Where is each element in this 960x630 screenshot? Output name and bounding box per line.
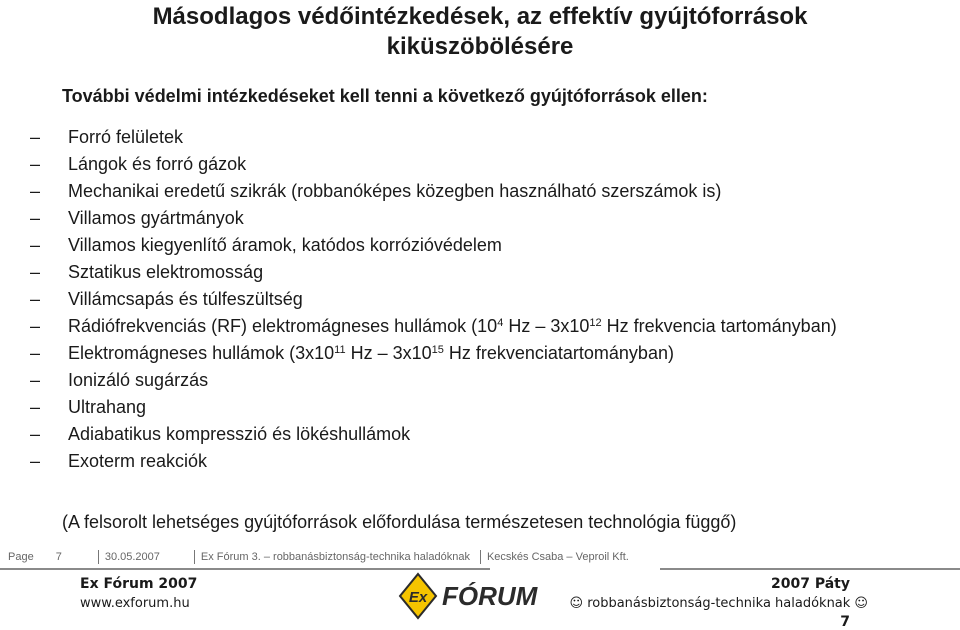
footer-divider [480, 550, 481, 564]
forum-location: 2007 Páty [771, 576, 850, 592]
footer-author: Kecskés Csaba – Veproil Kft. [486, 551, 629, 563]
dash-bullet: – [30, 127, 41, 147]
exforum-logo [398, 572, 568, 622]
page-number: 7 [55, 551, 62, 563]
slide-number: 7 [840, 614, 850, 630]
dash-bullet: – [30, 316, 41, 336]
title-line-2: kiküszöbölésére [386, 33, 574, 60]
dash-bullet: – [30, 343, 41, 363]
dash-bullet: – [30, 235, 41, 255]
footer-divider [98, 550, 99, 564]
dash-bullet: – [30, 181, 41, 201]
dash-bullet: – [30, 397, 41, 417]
footer-date: 30.05.2007 [104, 551, 160, 563]
forum-tagline: ☺ robbanásbiztonság-technika haladóknak ☺ [569, 596, 868, 611]
forum-url[interactable]: www.exforum.hu [80, 596, 190, 611]
footer-rule-right [660, 568, 960, 570]
subtitle: További védelmi intézkedéseket kell tenni a következő gyújtóforrások ellen: [62, 86, 708, 106]
page-label: Page [8, 551, 34, 563]
list-item: – Adiabatikus kompresszió és lökéshullámok [22, 421, 952, 448]
list-item: – Ultrahang [22, 394, 952, 421]
dash-bullet: – [30, 262, 41, 282]
footer-divider [194, 550, 195, 564]
dash-bullet: – [30, 424, 41, 444]
logo-text: FÓRUM [442, 581, 538, 611]
list-item: – Villamos kiegyenlítő áramok, katódos korrózióvédelem [22, 232, 952, 259]
dash-bullet: – [30, 289, 41, 309]
footer-rule-left [0, 568, 490, 570]
list-item: – Mechanikai eredetű szikrák (robbanóképes közegben használható szerszámok is) [22, 178, 952, 205]
footnote: (A felsorolt lehetséges gyújtóforrások előfordulása természetesen technológia függő) [62, 512, 737, 532]
list-item: – Forró felületek [22, 124, 952, 151]
logo-ex: Ex [408, 589, 428, 606]
forum-name: Ex Fórum 2007 [80, 576, 198, 592]
list-item: – Lángok és forró gázok [22, 151, 952, 178]
slide-title [0, 2, 960, 62]
forum-footer [0, 572, 960, 630]
dash-bullet: – [30, 208, 41, 228]
list-item: – Ionizáló sugárzás [22, 367, 952, 394]
list-item: – Villámcsapás és túlfeszültség [22, 286, 952, 313]
slide-footer-strip [0, 546, 960, 568]
footer-event: Ex Fórum 3. – robbanásbiztonság-technika haladóknak [200, 551, 470, 563]
title-line-1: Másodlagos védőintézkedések, az effektív gyújtóforrások [152, 3, 808, 30]
dash-bullet: – [30, 154, 41, 174]
list-item: – Sztatikus elektromosság [22, 259, 952, 286]
list-item-em: – Elektromágneses hullámok ($3x10^{11}$ Hz – $3x10^{15}$ Hz frekvenciatartományban) [22, 340, 952, 367]
list-item-rf: – Rádiófrekvenciás (RF) elektromágneses hullámok ($10^4$ Hz – $3x10^{12}$ Hz frekvencia tartományban) [22, 313, 952, 340]
list-item: – Exoterm reakciók [22, 448, 952, 475]
ignition-source-list [22, 124, 952, 475]
list-item: – Villamos gyártmányok [22, 205, 952, 232]
dash-bullet: – [30, 370, 41, 390]
dash-bullet: – [30, 451, 41, 471]
